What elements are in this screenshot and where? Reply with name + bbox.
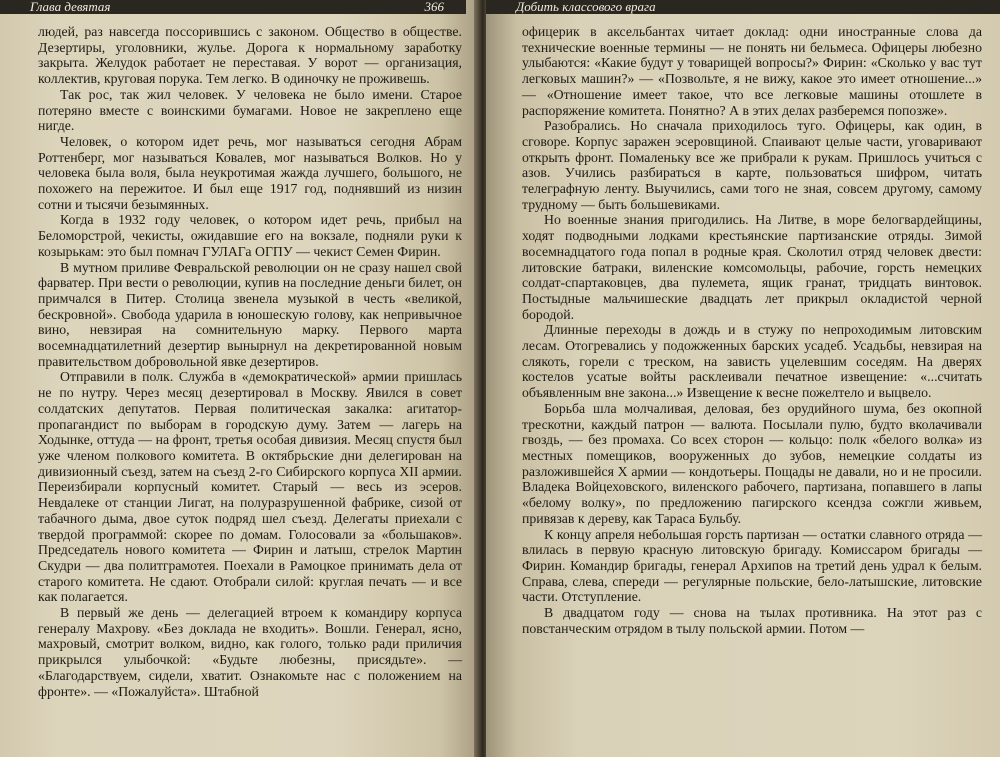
paragraph: В первый же день — делегацией втроем к командиру корпуса генералу Махрову. «Без доклада не входить». Вошли. Генерал, ясно, махровый, смотрит волком, видно, как голого, только ради приличия прикрылся улыбочкой: «Будьте любезны, присядьте». — «Благодарствуем, сидели, хватит. Ознакомьте нас с положением на фронте». — «Пожалуйста». Штабной	[38, 605, 462, 699]
paragraph: К концу апреля небольшая горсть партизан — остатки славного отряда — влилась в первую красную литовскую бригаду. Комиссаром бригады — Фирин. Командир бригады, генерал Архипов на третий день удрал к белым. Справа, слева, спереди — регулярные польские, бело-латышские, литовские части. Отступление.	[522, 526, 982, 605]
paragraph: В двадцатом году — снова на тылах противника. На этот раз с повстанческим отрядом в тылу польской армии. Потом —	[522, 605, 982, 636]
paragraph: офицерик в аксельбантах читает доклад: одни иностранные слова да технические военные термины — не понять ни бельмеса. Офицеры любезно улыбаются: «Какие будут у товарищей вопросы?» Фирин: «Сколько у вас тут легковых машин?» — «Позвольте, я не вижу, какое это имеет отношение...» — «Отношение имеет такое, что все легковые машины отошлете в распоряжение комитета. Понятно? А в этих делах разберемся попозже».	[522, 24, 982, 118]
right-page	[486, 0, 1000, 757]
paragraph: Человек, о котором идет речь, мог называться сегодня Абрам Роттенберг, мог называться Ковалев, мог называться Волков. Но у человека была воля, была неукротимая жажда лучшего, большого, не похожего на пережитое. И был еще 1917 год, поднявший из низин сотни и тысячи безымянных.	[38, 133, 462, 212]
paragraph: людей, раз навсегда поссорившись с законом. Общество в обществе. Дезертиры, уголовники, жулье. Дорога к нормальному заработку закрыта. Желудок работает не переставая. У ворот — организация, коллектив, круговая порука. Тем легко. В одиночку не проживешь.	[38, 24, 462, 87]
left-page	[0, 0, 478, 757]
paragraph: Отправили в полк. Служба в «демократической» армии пришлась не по нутру. Через месяц дезертировал в Москву. Явился в совет солдатских депутатов. Первая политическая закалка: агитатор-пропагандист по выборам в городскую думу. Затем — лагерь на Ходынке, оттуда — на фронт, третья особая дивизия. Месяц спустя был уже членом полкового комитета. В октябрьские дни делегирован на дивизионный съезд, затем на съезд 2-го Сибирского корпуса XII армии. Переизбирали корпусный комитет. Старый — весь из эсеров. Невдалеке от станции Лигат, на полуразрушенной фабрике, сизой от табачного дыма, двое суток подряд шел съезд. Делегаты приехали с твердой программой: скорее по домам. Голосовали за «большаков». Председатель нового комитета — Фирин и латыш, стрелок Мартин Скудри — два политграмотея. Поехали в Рамоцкое принимать дела от старого комитета. Не сдают. Отобрали силой: круглая печать — и все как полагается.	[38, 369, 462, 605]
right-running-head	[486, 0, 1000, 14]
paragraph: В мутном приливе Февральской революции он не сразу нашел свой фарватер. При вести о революции, купив на последние деньги билет, он примчался в Питер. Столица звенела музыкой в честь «великой, бескровной». Свобода ударила в юношескую голову, как непривычное вино, невзирая на сомнительную марку. Первого марта восемнадцатилетний дезертир вынырнул на декретированной новым правительством добровольной явке дезертиров.	[38, 259, 462, 369]
paragraph: Но военные знания пригодились. На Литве, в море белогвардейщины, ходят подводными лодками крестьянские партизанские отряды. Зимой восемнадцатого года попал в родные края. Сколотил отряд человек двести: литовские батраки, виленские комсомольцы, рабочие, горсть немецких солдат-спартаковцев, два пулемета, ящик гранат, тридцать винтовок. Постыдные мальчишеские двадцать лет прикрыл окладистой черной бородой.	[522, 212, 982, 322]
paragraph: Длинные переходы в дождь и в стужу по непроходимым литовским лесам. Отогревались у подожженных барских усадеб. Усадьбы, невзирая на слякоть, горели с треском, на зависть уцелевшим соседям. На дверях костелов усатые войты расклеивали печатное извещение: «...считать объявленным вне закона...» Извещение к весне пожелтело и выцвело.	[522, 322, 982, 401]
paragraph: Когда в 1932 году человек, о котором идет речь, прибыл на Беломорстрой, чекисты, ожидавшие его на вокзале, подняли руки к козырькам: это был помнач ГУЛАГа ОГПУ — чекист Семен Фирин.	[38, 212, 462, 259]
chapter-title: Глава девятая	[30, 0, 111, 14]
paragraph: Так рос, так жил человек. У человека не было имени. Старое потеряно вместе с воинскими бумагами. Новое не закреплено еще нигде.	[38, 86, 462, 134]
section-title: Добить классового врага	[516, 0, 656, 14]
paragraph: Разобрались. Но сначала приходилось туго. Офицеры, как один, в сговоре. Корпус заражен эсеровщиной. Спаивают целые части, уговаривают открыть фронт. Помаленьку все же прибрали к рукам. Пришлось учиться с азов. Учились разбираться в карте, пользоваться шифром, читать телеграфную ленту. Выучились, сами того не зная, совсем другому, самому трудному — быть большевиками.	[522, 118, 982, 212]
left-running-head	[0, 0, 466, 14]
paragraph: Борьба шла молчаливая, деловая, без орудийного шума, без окопной трескотни, каждый патрон — валюта. Посылали пулю, будто вколачивали гвоздь, — без промаха. Со всех сторон — кольцо: полк «белого волка» из местных помещиков, вооруженных до зубов, немецкие солдаты из разложившейся X армии — кондотьеры. Пощады не давали, но и не просили. Владека Войцеховского, виленского рабочего, партизана, попавшего в лапы «белому волку», по предложению пагирского ксендза сожгли живьем, привязав к дереву, как Тараса Бульбу.	[522, 400, 982, 526]
page-number: 366	[424, 0, 444, 14]
